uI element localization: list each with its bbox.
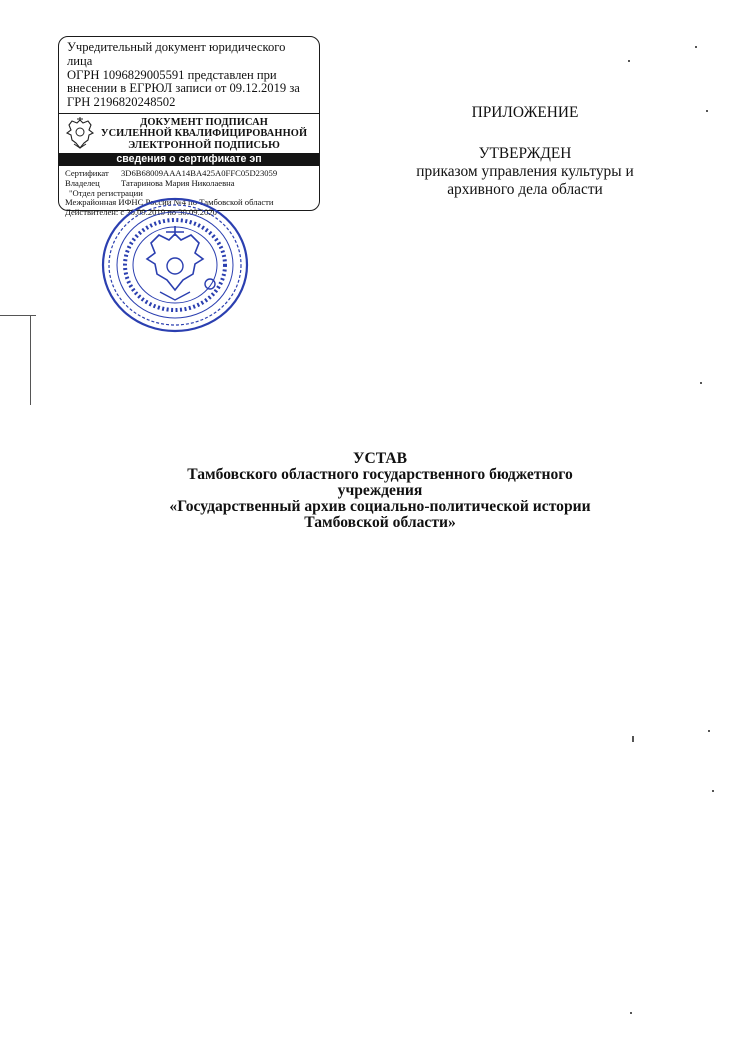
scan-edge-mark (30, 315, 31, 405)
appendix-label: ПРИЛОЖЕНИЕ (471, 104, 579, 121)
signature-title (95, 117, 313, 151)
official-seal-icon (100, 196, 250, 334)
scan-speck (632, 736, 634, 742)
scan-speck (706, 110, 708, 112)
stamp-note-line: Учредительный документ юридического лица (67, 40, 286, 68)
owner-label: Владелец (65, 178, 100, 188)
charter-heading: УСТАВ (353, 450, 407, 467)
charter-title-line: «Государственный архив социально-политической истории (169, 498, 591, 515)
order-line: архивного дела области (447, 181, 603, 198)
signature-title-line: ДОКУМЕНТ ПОДПИСАН (140, 116, 268, 128)
certificate-label: Сертификат (65, 168, 109, 179)
order-line: приказом управления культуры и (416, 163, 634, 180)
stamp-note-line: внесении в ЕГРЮЛ записи от 09.12.2019 за (67, 81, 300, 96)
charter-title-line: Тамбовской области» (304, 514, 456, 531)
charter-title (120, 451, 640, 531)
department-text: "Отдел регистрации (69, 187, 143, 198)
stamp-note (65, 41, 313, 110)
scan-speck (708, 730, 710, 732)
scan-speck (695, 46, 697, 48)
stamp-note-line: ОГРН 1096829005591 представлен при (67, 67, 277, 82)
approved-label: УТВЕРЖДЕН (478, 145, 572, 162)
certificate-value: 3D6B68009AAA14BA425A0FFC05D23059 (121, 168, 278, 179)
registration-stamp (58, 36, 320, 217)
charter-title-line: Тамбовского областного государственного бюджетного (187, 466, 573, 483)
signature-title-line: УСИЛЕННОЙ КВАЛИФИЦИРОВАННОЙ (100, 128, 308, 140)
scan-speck (630, 1012, 632, 1014)
signature-header (65, 117, 313, 151)
stamp-divider (59, 113, 319, 114)
charter-title-line: учреждения (337, 482, 423, 499)
eagle-emblem-icon (65, 117, 95, 149)
owner-value: Татаринова Мария Николаевна (121, 178, 235, 188)
certificate-info-bar: сведения о сертификате эп (59, 153, 319, 166)
stamp-note-line: ГРН 2196820248502 (67, 95, 176, 110)
signature-title-line: ЭЛЕКТРОННОЙ ПОДПИСЬЮ (128, 139, 280, 151)
validity-text: Действителен: с 30.09.2019 по 30.09.2020 (65, 206, 217, 217)
scan-speck (712, 790, 714, 792)
scan-speck (628, 60, 630, 62)
approval-block (370, 145, 680, 199)
scan-speck (700, 382, 702, 384)
authority-text: Межрайонная ИФНС России №4 по Тамбовской области (65, 197, 274, 208)
